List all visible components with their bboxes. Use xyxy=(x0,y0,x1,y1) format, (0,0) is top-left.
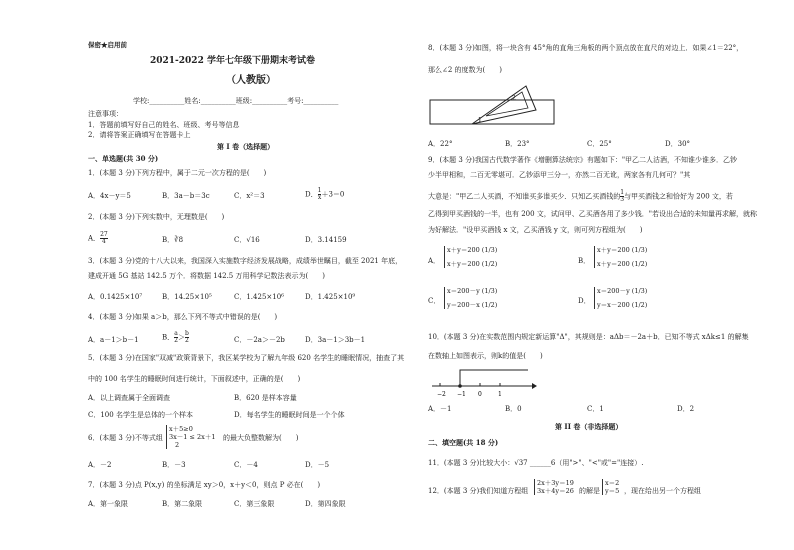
q10-option-d: D．2 xyxy=(677,405,695,413)
q7-option-a: A．第一象限 xyxy=(88,500,129,508)
q7-option-b: B．第二象限 xyxy=(162,500,203,508)
q2-option-c: C．√16 xyxy=(234,236,260,244)
q10-option-c: C．1 xyxy=(587,405,604,413)
q12-sol-x: x＝2 xyxy=(605,479,620,487)
q6-ineq-1: x＋5≥0 xyxy=(169,425,193,433)
q8-option-a: A．22° xyxy=(428,140,453,148)
q2-a-fraction xyxy=(100,232,108,245)
q11-stem: 11．(本题 3 分)比较大小：√37 ______6（用">"、"<"或"="连接）. xyxy=(428,459,644,467)
q9-stem-5: 为好解法．"设甲买酒钱 x 文，乙买酒钱 y 文，则可列方程组为( ) xyxy=(428,226,643,234)
q10-option-b: B．0 xyxy=(505,405,522,413)
q3-stem-2: 建成开通 5G 基站 142.5 万个．将数据 142.5 万用科学记数法表示为( ) xyxy=(88,272,325,280)
section2-title: 二、填空题(共 18 分) xyxy=(428,438,499,447)
q8-stem-2: 那么∠2 的度数为( ) xyxy=(428,66,503,74)
q7-option-d: D．第四象限 xyxy=(305,500,346,508)
q10-stem-1: 10．(本题 3 分)在实数范围内规定新运算"Δ"，其规则是：aΔb＝－2a＋b．已知不等式 xΔk≤1 的解集 xyxy=(428,333,749,341)
tick-label-0: 0 xyxy=(478,391,482,398)
solution-endpoint xyxy=(458,384,462,388)
q9-d-eq1: x＝200－y (1/3) xyxy=(597,287,648,295)
solution-ray xyxy=(460,370,528,386)
q3-option-b: B．14.25×10⁵ xyxy=(162,293,212,301)
q6-ineq-2: 3x－1 ≤ 2x＋1 xyxy=(169,433,216,441)
q2-option-a xyxy=(88,232,108,245)
q5-stem-2: 中的 100 名学生的睡眠时间进行统计，下面叙述中，正确的是( ) xyxy=(88,375,301,383)
q5-option-b: B．620 是样本容量 xyxy=(234,394,297,402)
q4-option-a: A．a－1＞b－1 xyxy=(88,336,139,344)
tick-label-neg2: −2 xyxy=(437,391,446,398)
q9-option-d-label: D． xyxy=(578,297,591,305)
q9-option-c-label: C． xyxy=(428,297,441,305)
q8-stem-1: 8．(本题 3 分)如图，将一块含有 45°角的直角三角板的两个顶点放在直尺的对边上．如果∠1＝22°， xyxy=(428,44,744,52)
angle-2-label: 2 xyxy=(512,95,516,102)
q9-option-c-system xyxy=(444,287,497,309)
q4-b-prefix: B． xyxy=(162,333,175,342)
q1-d-num: 1 xyxy=(317,187,322,194)
q2-a-den: 4 xyxy=(101,238,106,245)
q8-option-b: B．23° xyxy=(505,140,530,148)
note-2: 2．请将答案正确填写在答题卡上 xyxy=(88,131,191,139)
q9-d-eq2: y＝x－200 (1/2) xyxy=(597,301,648,309)
q6-stem-suffix: 的最大负整数解为( ) xyxy=(223,434,299,442)
q2-stem: 2．(本题 3 分)下列实数中，无理数是( ) xyxy=(88,213,225,221)
q9-option-d-system xyxy=(594,287,647,309)
section1-title: 一、单选题(共 30 分) xyxy=(88,154,159,163)
q4-b-fraction-2 xyxy=(185,331,189,344)
student-info-line: 学校:__________姓名:__________班级:__________考号:__________ xyxy=(133,97,339,105)
q12-stem-prefix: 12．(本题 3 分)我们知道方程组 xyxy=(428,487,529,495)
q9-stem-2: 少半甲相和，二百无零堪可．乙钞添甲三分一，亦然二百无讹，两家各有几何可？"其 xyxy=(428,171,691,179)
q12-eq2: 3x＋4y＝26 xyxy=(537,487,574,495)
ruler-triangle-figure xyxy=(428,82,558,134)
q2-option-d: D．3.14159 xyxy=(305,236,347,244)
q9-c-eq1: x＝200－y (1/3) xyxy=(447,287,498,295)
q12-eq1: 2x＋3y＝19 xyxy=(537,479,574,487)
q9-c-eq2: y＝200－x (1/2) xyxy=(447,301,498,309)
q4-option-d: D．3a－1＞3b－1 xyxy=(305,336,366,344)
q9-option-a-label: A． xyxy=(428,257,441,265)
q3-option-c: C．1.425×10⁶ xyxy=(234,293,284,301)
q5-option-d: D．每名学生的睡眠时间是一个个体 xyxy=(234,411,345,419)
q9-option-a-system xyxy=(444,246,497,268)
q7-option-c: C．第三象限 xyxy=(234,500,275,508)
q9-b-eq1: x＋y＝200 (1/3) xyxy=(597,246,648,254)
triangle-inner xyxy=(486,92,528,116)
q7-stem: 7．(本题 3 分)点 P(x,y) 的坐标满足 xy＞0，x＋y＜0，则点 P 必在( ) xyxy=(88,481,321,489)
q4-b-gt: ＞ xyxy=(177,333,185,342)
q2-a-prefix: A． xyxy=(88,234,101,243)
q9-frac-den: 3 xyxy=(620,196,625,203)
q12-solution-system xyxy=(602,479,619,495)
q12-sol-y: y＝5 xyxy=(605,487,620,495)
exam-subtitle: （人教版） xyxy=(226,75,276,86)
q9-a-eq2: x＋y＝200 (1/2) xyxy=(447,260,498,268)
q4-option-c: C．－2a＞－2b xyxy=(234,336,285,344)
q8-option-c: C．25° xyxy=(587,140,612,148)
exam-title: 2021-2022 学年七年级下册期末考试卷 xyxy=(150,56,315,66)
part2-title: 第 II 卷（非选择题） xyxy=(555,422,623,431)
q1-option-a: A．4x－y＝5 xyxy=(88,192,131,200)
q5-stem-1: 5．(本题 3 分)在国家"双减"政策背景下，我区某学校为了解九年级 620 名学生的睡眠情况，抽查了其 xyxy=(88,354,405,362)
q3-stem-1: 3．(本题 3 分)党的十八大以来，我国深入实施数字经济发展战略，成绩举世瞩目，截至 2021 年底， xyxy=(88,257,403,265)
q1-option-d xyxy=(305,188,344,201)
notes-title: 注意事项： xyxy=(88,110,123,118)
q4-stem: 4．(本题 3 分)如果 a＞b，那么下列不等式中错误的是( ) xyxy=(88,313,278,321)
q12-stem-suffix: ，现在给出另一个方程组 xyxy=(624,487,701,495)
q6-option-a: A．－2 xyxy=(88,461,112,469)
q9-option-b-system xyxy=(594,246,647,268)
q9-stem-3 xyxy=(428,190,733,203)
q6-option-d: D．－5 xyxy=(305,461,330,469)
q4-b-f1-num: a xyxy=(174,330,178,337)
q6-option-c: C．－4 xyxy=(234,461,258,469)
q1-option-c: C．x²＝3 xyxy=(234,192,265,200)
number-line-figure xyxy=(428,364,538,398)
part1-title: 第 I 卷（选择题） xyxy=(217,142,275,151)
note-1: 1．答题前填写好自己的姓名、班级、考号等信息 xyxy=(88,121,240,129)
q4-b-f2-num: b xyxy=(184,330,189,337)
q9-stem-3-suffix: 与甲买酒钱之和恰好为 200 文，若 xyxy=(624,192,733,201)
tick-label-1: 1 xyxy=(498,391,502,398)
q2-a-num: 27 xyxy=(100,231,108,238)
q10-stem-2: 在数轴上如图表示，则k的值是( ) xyxy=(428,352,543,360)
q1-stem: 1．(本题 3 分)下列方程中，属于二元一次方程的是( ) xyxy=(88,169,267,177)
q1-d-den: x xyxy=(317,194,322,201)
q9-b-eq2: x＋y＝200 (1/2) xyxy=(597,260,648,268)
q10-option-a: A．－1 xyxy=(428,405,452,413)
q6-ineq-2-denominator: 2 xyxy=(175,441,180,449)
q9-a-eq1: x＋y＝200 (1/3) xyxy=(447,246,498,254)
number-line-arrow xyxy=(532,383,537,389)
angle-1-label: 1 xyxy=(478,117,482,124)
q9-frac-num: 1 xyxy=(620,189,625,196)
q5-option-c: C．100 名学生是总体的一个样本 xyxy=(88,411,193,419)
q3-option-a: A．0.1425×10⁷ xyxy=(88,293,143,301)
q12-equation-system xyxy=(534,479,574,495)
q6-stem-prefix: 6．(本题 3 分)不等式组 xyxy=(88,434,163,442)
q6-option-b: B．－3 xyxy=(162,461,186,469)
q9-stem-3-prefix: 大意是："甲乙二人买酒，不知谁买多谁买少．只知乙买酒钱的 xyxy=(428,192,621,201)
tick-label-neg1: −1 xyxy=(457,391,466,398)
q2-option-b: B．∛8 xyxy=(162,236,184,244)
q6-inequality-system xyxy=(166,425,215,449)
q12-stem-mid: 的解是 xyxy=(579,487,600,495)
q1-option-b: B．3a－b＝3c xyxy=(162,192,210,200)
q8-option-d: D．30° xyxy=(665,140,691,148)
q4-b-f2-den: 2 xyxy=(184,337,189,344)
confidential-mark: 保密★启用前 xyxy=(88,41,127,49)
q3-option-d: D．1.425×10⁹ xyxy=(305,293,356,301)
q1-d-suffix: ＋3＝0 xyxy=(321,190,345,199)
q4-b-f1-den: 2 xyxy=(174,337,178,344)
q9-option-b-label: B． xyxy=(578,257,591,265)
q4-option-b xyxy=(162,331,189,344)
q1-d-prefix: D． xyxy=(305,190,318,199)
q9-stem-4: 乙得到甲买酒钱的一半，也有 200 文，试问甲、乙买酒各用了多少钱．"若设出合适的未知量再求解，就称 xyxy=(428,210,758,218)
q5-option-a: A．以上调查属于全面调查 xyxy=(88,394,171,402)
q9-stem-1: 9．(本题 3 分)我国古代数学著作《增删算法统宗》有题如下："甲乙二人沽酒，不知谁少谁多．乙钞 xyxy=(428,156,738,164)
